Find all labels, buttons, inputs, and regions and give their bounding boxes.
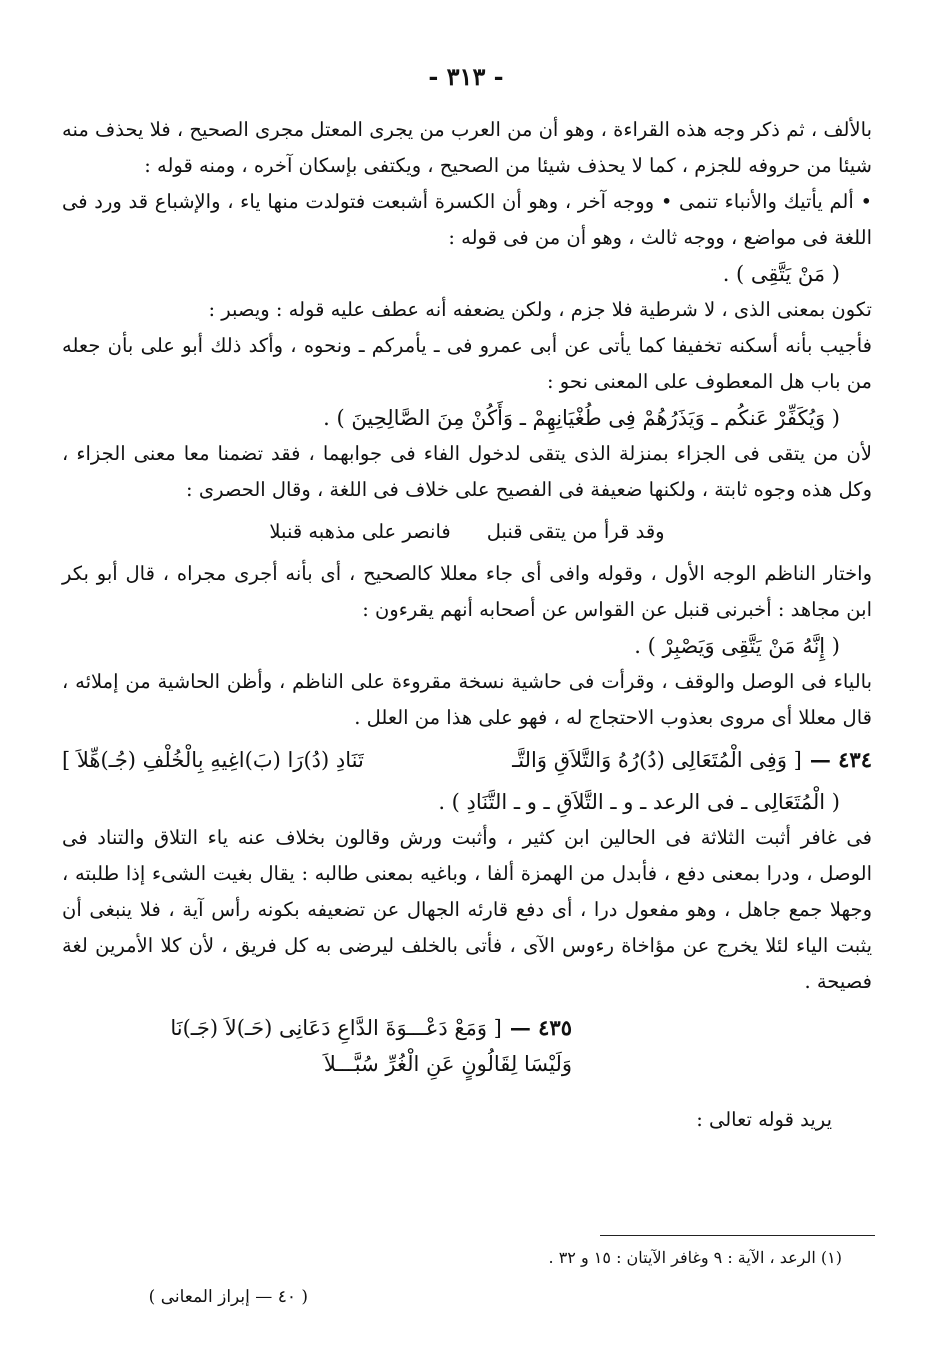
verse-435 <box>62 1010 872 1082</box>
signature-mark: ( ٤٠ — إبراز المعانى ) <box>148 1287 308 1307</box>
paragraph: فأجيب بأنه أسكنه تخفيفا كما يأتى عن أبى عمرو فى ـ يأمركم ـ ونحوه ، وأكد ذلك أبو على بأن جعله من باب هل المعطوف على المعنى نحو : <box>62 334 872 393</box>
hemistich-left: فانصر على مذهبه قنبلا <box>269 520 451 543</box>
verse-hemistich-right: [ وَفِى الْمُتَعَالِى (دُ)رُهُ وَالتَّلاَقِ وَالتَّـ <box>512 748 802 772</box>
quran-quote: ( مَنْ يَتَّقِى ) . <box>722 262 840 286</box>
closing-line: يريد قوله تعالى : <box>696 1108 832 1131</box>
footnote: (١) الرعد ، الآية : ٩ وغافر الآيتان : ١٥ و ٣٢ . <box>548 1248 842 1267</box>
verse-hemistich-left: تَنَادِ (دُ)رَا (بَ)اغِيهِ بِالْخُلْفِ (جُـ)هِّلاَ ] <box>62 748 364 772</box>
paragraph: تكون بمعنى الذى ، لا شرطية فلا جزم ، ولكن يضعفه أنه عطف عليه قوله : ويصبر : <box>208 298 872 321</box>
paragraph: فى غافر أثبت الثلاثة فى الحالين ابن كثير ، وأثبت ورش وقالون بخلاف عنه ياء التلاق والتناد فى الوصل ، ودرا بمعنى دفع ، فأبدل من الهمزة ألفا ، وباغيه بمعنى طالبه : يقال بغيت الشىء إذا طلبته ، وجهلا جمع جاهل ، وهو مفعول درا ، أى دفع قارئه الجهال عن تضعيفه بكونه رأس آية ، فلا ينبغى أن يثبت الياء لئلا يخرج عن مؤاخاة رءوس الآى ، فأتى بالخلف ليرضى به كل فريق ، لأن كلا الأمرين لغة فصيحة . <box>62 826 872 993</box>
paragraph: واختار الناظم الوجه الأول ، وقوله وافى أى جاء معللا كالصحيح ، أى بأنه أجرى مجراه ، قال أبو بكر ابن مجاهد : أخبرنى قنبل عن القواس عن أصحابه أنهم يقرءون : <box>62 562 872 621</box>
verse-line-2: وَلَيْسَا لِقَالُونٍ عَنِ الْغُرِّ سُبَّـــلاَ <box>323 1052 572 1076</box>
quran-quote: ( وَيُكَفِّرْ عَنكُم ـ وَيَذَرُهُمْ فِى طُغْيَانِهِمْ ـ وَأَكُنْ مِنَ الصَّالِحِينَ ) . <box>323 406 840 430</box>
hemistich-right: وقد قرأ من يتقى قنبل <box>486 520 665 543</box>
paragraph: لأن من يتقى فى الجزاء بمنزلة الذى يتقى لدخول الفاء فى جوابهما ، فقد تضمنا معا معنى الجزاء ، وكل هذه وجوه ثابتة ، ولكنها ضعيفة فى الفصيح على خلاف فى اللغة ، وقال الحصرى : <box>62 442 872 501</box>
paragraph: بالياء فى الوصل والوقف ، وقرأت فى حاشية نسخة مقروءة على الناظم ، وأظن الحاشية من إملائه ، قال معللا أى مروى بعذوب الاحتجاج له ، فهو على هذا من العلل . <box>62 670 872 729</box>
verse-number: ٤٣٥ — <box>509 1015 572 1040</box>
verse-434 <box>62 742 872 778</box>
poem-line <box>62 514 872 550</box>
page-number: - ٣١٣ - <box>428 62 504 91</box>
quran-quote: ( الْمُتَعَالِى ـ فى الرعد ـ و ـ التَّلاَقِ ـ و ـ التَّنَادِ ) . <box>438 790 840 814</box>
main-text <box>62 112 872 1138</box>
verse-line-1: [ وَمَعْ دَعْـــوَةَ الدَّاعِ دَعَانِى (حَـ)لاَ (جَـ)نَا <box>170 1016 502 1040</box>
footnote-divider <box>600 1235 875 1236</box>
verse-number: ٤٣٤ — <box>809 747 872 772</box>
paragraph: بالألف ، ثم ذكر وجه هذه القراءة ، وهو أن من العرب من يجرى المعتل مجرى الصحيح ، فلا يحذف منه شيئا من حروفه للجزم ، كما لا يحذف شيئا من الصحيح ، ويكتفى بإسكان آخره ، ومنه قوله : <box>62 118 872 177</box>
paragraph: • ألم يأتيك والأنباء تنمى • ووجه آخر ، وهو أن الكسرة أشبعت فتولدت منها ياء ، والإشباع قد ورد فى اللغة فى مواضع ، ووجه ثالث ، وهو أن من فى قوله : <box>62 190 872 249</box>
quran-quote: ( إِنَّهُ مَنْ يَتَّقِى وَيَصْبِرْ ) . <box>634 634 840 658</box>
